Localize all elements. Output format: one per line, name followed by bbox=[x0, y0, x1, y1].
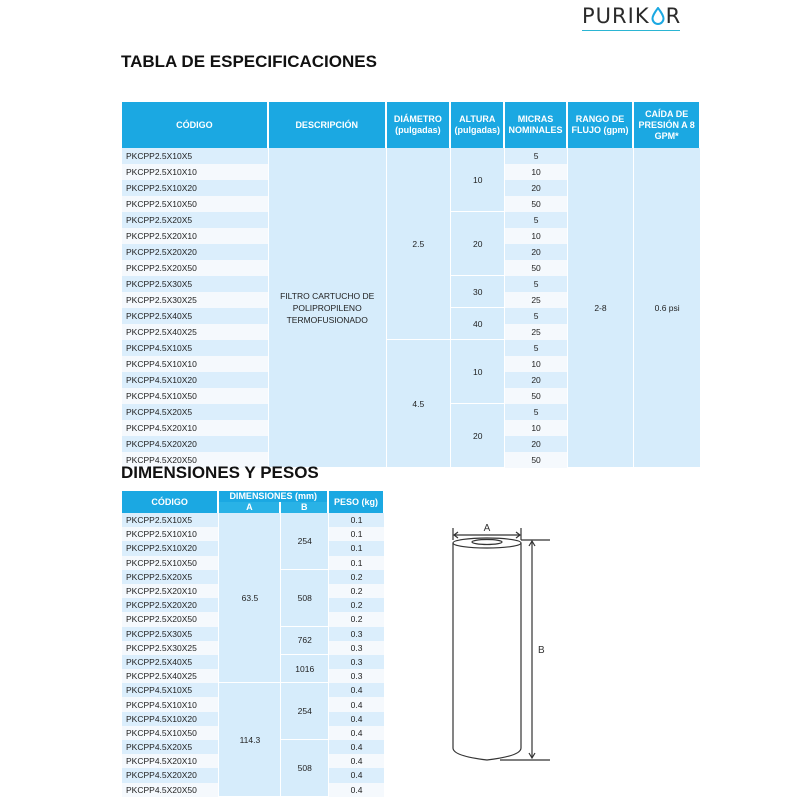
logo-text: PURIK bbox=[582, 4, 650, 28]
micron-cell: 10 bbox=[505, 420, 566, 436]
micron-cell: 5 bbox=[505, 148, 566, 164]
code-cell: PKCPP4.5X20X50 bbox=[122, 783, 218, 797]
code-cell: PKCPP4.5X10X50 bbox=[122, 726, 218, 740]
height-cell: 40 bbox=[451, 308, 504, 340]
code-cell: PKCPP4.5X10X5 bbox=[122, 683, 218, 697]
code-cell: PKCPP4.5X10X20 bbox=[122, 712, 218, 726]
weight-cell: 0.4 bbox=[329, 740, 384, 754]
code-cell: PKCPP2.5X30X5 bbox=[122, 627, 218, 641]
code-cell: PKCPP2.5X20X5 bbox=[122, 212, 268, 228]
code-cell: PKCPP2.5X10X5 bbox=[122, 513, 218, 527]
dim-table-title: DIMENSIONES Y PESOS bbox=[121, 463, 319, 482]
weight-cell: 0.4 bbox=[329, 726, 384, 740]
code-cell: PKCPP4.5X10X20 bbox=[122, 372, 268, 388]
description-cell: FILTRO CARTUCHO DE POLIPROPILENO TERMOFUSIONADO bbox=[269, 148, 386, 468]
code-cell: PKCPP2.5X10X50 bbox=[122, 196, 268, 212]
micron-cell: 5 bbox=[505, 212, 566, 228]
code-cell: PKCPP4.5X20X20 bbox=[122, 768, 218, 782]
weight-cell: 0.2 bbox=[329, 598, 384, 612]
weight-cell: 0.1 bbox=[329, 527, 384, 541]
code-cell: PKCPP2.5X30X5 bbox=[122, 276, 268, 292]
micron-cell: 10 bbox=[505, 356, 566, 372]
dimension-b-cell: 762 bbox=[281, 627, 328, 655]
weight-cell: 0.1 bbox=[329, 513, 384, 527]
code-cell: PKCPP2.5X30X25 bbox=[122, 292, 268, 308]
flow-range-cell: 2-8 bbox=[568, 148, 634, 468]
micron-cell: 5 bbox=[505, 308, 566, 324]
code-cell: PKCPP4.5X10X10 bbox=[122, 697, 218, 711]
dimension-a-cell: 114.3 bbox=[219, 683, 280, 797]
code-cell: PKCPP2.5X30X25 bbox=[122, 641, 218, 655]
micron-cell: 20 bbox=[505, 244, 566, 260]
dimension-a-cell: 63.5 bbox=[219, 513, 280, 683]
code-cell: PKCPP2.5X40X25 bbox=[122, 324, 268, 340]
code-cell: PKCPP4.5X10X5 bbox=[122, 340, 268, 356]
dim-table bbox=[121, 491, 385, 797]
micron-cell: 5 bbox=[505, 404, 566, 420]
weight-cell: 0.4 bbox=[329, 712, 384, 726]
spec-table-title: TABLA DE ESPECIFICACIONES bbox=[121, 52, 377, 71]
code-cell: PKCPP4.5X20X50 bbox=[122, 452, 268, 468]
code-cell: PKCPP4.5X10X50 bbox=[122, 388, 268, 404]
dimension-b-cell: 254 bbox=[281, 513, 328, 570]
code-cell: PKCPP2.5X20X50 bbox=[122, 612, 218, 626]
micron-cell: 50 bbox=[505, 388, 566, 404]
dimension-b-cell: 1016 bbox=[281, 655, 328, 683]
code-cell: PKCPP4.5X20X5 bbox=[122, 740, 218, 754]
code-cell: PKCPP2.5X10X20 bbox=[122, 180, 268, 196]
weight-cell: 0.4 bbox=[329, 683, 384, 697]
code-cell: PKCPP2.5X40X5 bbox=[122, 655, 218, 669]
code-cell: PKCPP2.5X20X20 bbox=[122, 244, 268, 260]
height-cell: 20 bbox=[451, 404, 504, 468]
header-diametro: DIÁMETRO (pulgadas) bbox=[387, 102, 450, 148]
micron-cell: 50 bbox=[505, 452, 566, 468]
purikor-logo bbox=[582, 4, 682, 30]
weight-cell: 0.1 bbox=[329, 541, 384, 555]
code-cell: PKCPP4.5X20X10 bbox=[122, 754, 218, 768]
pressure-drop-cell: 0.6 psi bbox=[634, 148, 700, 468]
dimension-a-label: A bbox=[483, 523, 491, 534]
header-altura: ALTURA (pulgadas) bbox=[451, 102, 504, 148]
logo-underline bbox=[582, 30, 680, 31]
header-codigo: CÓDIGO bbox=[122, 491, 218, 513]
header-micras: MICRAS NOMINALES bbox=[505, 102, 566, 148]
dimension-b-label: B bbox=[538, 645, 545, 656]
height-cell: 10 bbox=[451, 340, 504, 404]
height-cell: 10 bbox=[451, 148, 504, 212]
header-dimensiones: DIMENSIONES (mm) bbox=[219, 491, 328, 502]
code-cell: PKCPP4.5X20X20 bbox=[122, 436, 268, 452]
header-a: A bbox=[219, 502, 280, 513]
micron-cell: 50 bbox=[505, 260, 566, 276]
weight-cell: 0.2 bbox=[329, 612, 384, 626]
header-descripcion: DESCRIPCIÓN bbox=[269, 102, 386, 148]
micron-cell: 5 bbox=[505, 276, 566, 292]
spec-table bbox=[121, 102, 701, 468]
cartridge-diagram bbox=[420, 510, 570, 790]
diameter-cell: 4.5 bbox=[387, 340, 450, 468]
dimension-b-cell: 508 bbox=[281, 570, 328, 627]
header-codigo: CÓDIGO bbox=[122, 102, 268, 148]
height-cell: 30 bbox=[451, 276, 504, 308]
code-cell: PKCPP4.5X20X10 bbox=[122, 420, 268, 436]
table-row bbox=[122, 683, 384, 697]
weight-cell: 0.4 bbox=[329, 754, 384, 768]
weight-cell: 0.4 bbox=[329, 783, 384, 797]
code-cell: PKCPP2.5X20X5 bbox=[122, 570, 218, 584]
cartridge-body bbox=[453, 543, 521, 760]
code-cell: PKCPP2.5X10X10 bbox=[122, 164, 268, 180]
micron-cell: 10 bbox=[505, 164, 566, 180]
weight-cell: 0.3 bbox=[329, 655, 384, 669]
water-drop-icon bbox=[651, 7, 665, 25]
code-cell: PKCPP2.5X40X5 bbox=[122, 308, 268, 324]
weight-cell: 0.2 bbox=[329, 584, 384, 598]
table-row bbox=[122, 148, 700, 164]
weight-cell: 0.2 bbox=[329, 570, 384, 584]
code-cell: PKCPP2.5X20X20 bbox=[122, 598, 218, 612]
code-cell: PKCPP2.5X10X5 bbox=[122, 148, 268, 164]
code-cell: PKCPP2.5X10X10 bbox=[122, 527, 218, 541]
code-cell: PKCPP2.5X40X25 bbox=[122, 669, 218, 683]
code-cell: PKCPP2.5X20X10 bbox=[122, 584, 218, 598]
code-cell: PKCPP4.5X10X10 bbox=[122, 356, 268, 372]
header-peso: PESO (kg) bbox=[329, 491, 384, 513]
dimension-b-cell: 254 bbox=[281, 683, 328, 740]
height-cell: 20 bbox=[451, 212, 504, 276]
weight-cell: 0.3 bbox=[329, 627, 384, 641]
weight-cell: 0.1 bbox=[329, 556, 384, 570]
micron-cell: 25 bbox=[505, 292, 566, 308]
cartridge-core bbox=[472, 540, 502, 545]
micron-cell: 25 bbox=[505, 324, 566, 340]
weight-cell: 0.3 bbox=[329, 669, 384, 683]
logo-text-end: R bbox=[665, 4, 682, 28]
header-caida: CAÍDA DE PRESIÓN A 8 GPM* bbox=[634, 102, 700, 148]
code-cell: PKCPP2.5X20X10 bbox=[122, 228, 268, 244]
weight-cell: 0.3 bbox=[329, 641, 384, 655]
header-rango: RANGO DE FLUJO (gpm) bbox=[568, 102, 634, 148]
header-b: B bbox=[281, 502, 328, 513]
micron-cell: 20 bbox=[505, 436, 566, 452]
weight-cell: 0.4 bbox=[329, 697, 384, 711]
dimension-b-cell: 508 bbox=[281, 740, 328, 797]
micron-cell: 20 bbox=[505, 372, 566, 388]
micron-cell: 50 bbox=[505, 196, 566, 212]
table-row bbox=[122, 513, 384, 527]
weight-cell: 0.4 bbox=[329, 768, 384, 782]
code-cell: PKCPP4.5X20X5 bbox=[122, 404, 268, 420]
micron-cell: 20 bbox=[505, 180, 566, 196]
code-cell: PKCPP2.5X10X50 bbox=[122, 556, 218, 570]
code-cell: PKCPP2.5X20X50 bbox=[122, 260, 268, 276]
micron-cell: 5 bbox=[505, 340, 566, 356]
code-cell: PKCPP2.5X10X20 bbox=[122, 541, 218, 555]
diameter-cell: 2.5 bbox=[387, 148, 450, 340]
micron-cell: 10 bbox=[505, 228, 566, 244]
